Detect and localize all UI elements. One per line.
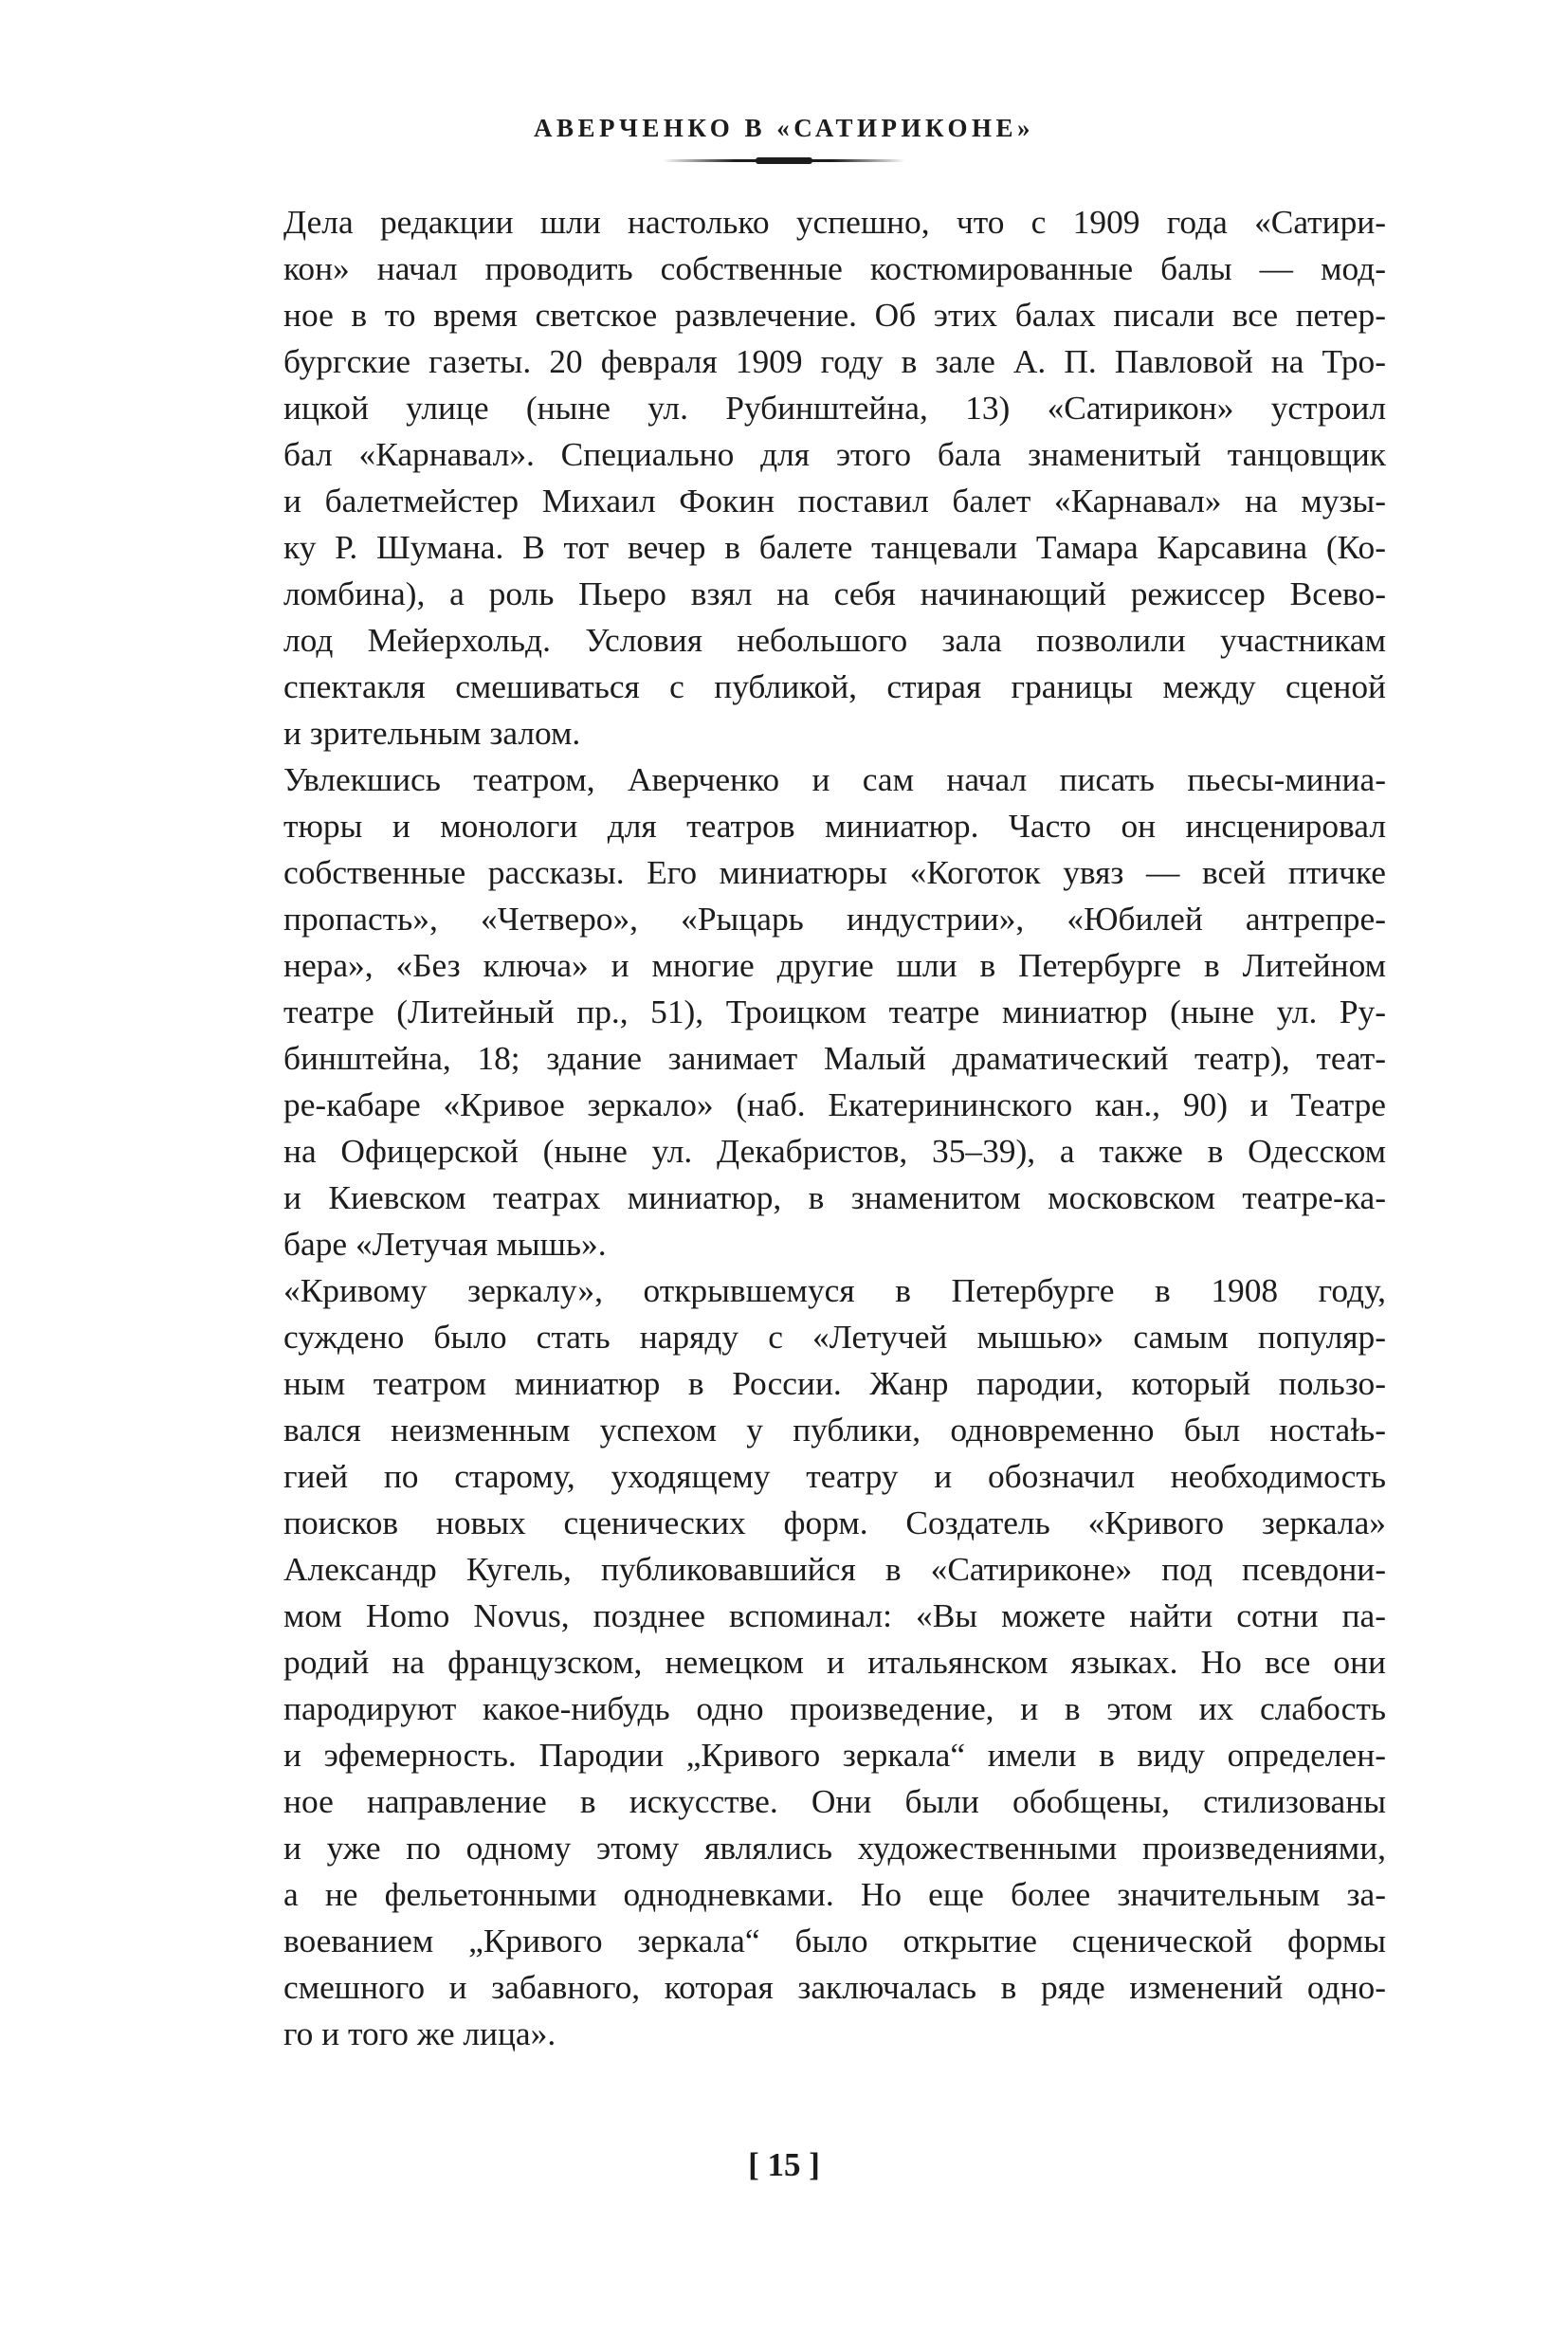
text-line: родий на французском, немецком и итальянском языках. Но все они (283, 1643, 1386, 1681)
text-line: и Киевском театрах миниатюр, в знаменитом московском театре-ка- (283, 1178, 1386, 1216)
text-line: воеванием „Кривого зеркала“ было открытие сценической формы (283, 1922, 1386, 1959)
text-line: вался неизменным успехом у публики, одновременно был ностаɫь- (283, 1411, 1386, 1449)
text-line: кон» начал проводить собственные костюмированные балы — мод- (283, 249, 1386, 287)
text-line: театре (Литейный пр., 51), Троицком театре миниатюр (ныне ул. Ру- (283, 993, 1386, 1030)
paragraph (234, 199, 1386, 756)
text-line: поисков новых сценических форм. Создатель «Кривого зеркала» (283, 1504, 1386, 1541)
text-line: Увлекшись театром, Аверченко и сам начал писать пьесы-миниа- (283, 760, 1386, 798)
text-line: ломбина), а роль Пьеро взял на себя начинающий режиссер Всево- (283, 574, 1386, 612)
paragraph (234, 1267, 1386, 2057)
text-line: спектакля смешиваться с публикой, стирая границы между сценой (283, 667, 1386, 705)
body-text (234, 199, 1386, 2057)
text-line: го и того же лица». (283, 2014, 556, 2052)
text-line: бал «Карнавал». Специально для этого бала знаменитый танцовщик (283, 435, 1386, 473)
text-line: ным театром миниатюр в России. Жанр пародии, который пользо- (283, 1364, 1386, 1402)
text-line: бургские газеты. 20 февраля 1909 году в зале А. П. Павловой на Тро- (283, 342, 1386, 380)
text-line: нера», «Без ключа» и многие другие шли в Петербурге в Литейном (283, 946, 1386, 984)
text-line: смешного и забавного, которая заключалась в ряде изменений одно- (283, 1968, 1386, 2006)
text-line: пропасть», «Четверо», «Рыцарь индустрии», «Юбилей антрепре- (283, 900, 1386, 938)
text-line: а не фельетонными однодневками. Но еще более значительным за- (283, 1875, 1386, 1913)
text-line: гией по старому, уходящему театру и обозначил необходимость (283, 1457, 1386, 1495)
text-line: лод Мейерхольд. Условия небольшого зала позволили участникам (283, 621, 1386, 659)
text-line: ку Р. Шумана. В тот вечер в балете танцевали Тамара Карсавина (Ко- (283, 528, 1386, 566)
text-line: тюры и монологи для театров миниатюр. Часто он инсценировал (283, 807, 1386, 845)
text-line: и зрительным залом. (283, 714, 581, 752)
text-line: ное направление в искусстве. Они были обобщены, стилизованы (283, 1782, 1386, 1820)
text-line: собственные рассказы. Его миниатюры «Коготок увяз — всей птичке (283, 853, 1386, 891)
text-line: бинштейна, 18; здание занимает Малый драматический театр), теат- (283, 1039, 1386, 1077)
text-line: и эфемерность. Пародии „Кривого зеркала“ имели в виду определен- (283, 1736, 1386, 1774)
page-number: [ 15 ] (748, 2146, 820, 2183)
text-line: ре-кабаре «Кривое зеркало» (наб. Екатерининского кан., 90) и Театре (283, 1085, 1386, 1123)
text-line: и балетмейстер Михаил Фокин поставил балет «Карнавал» на музы- (283, 482, 1386, 519)
paragraph (234, 756, 1386, 1267)
text-line: пародируют какое-нибудь одно произведение, и в этом их слабость (283, 1689, 1386, 1727)
header-ornament-rule (663, 159, 905, 162)
text-line: Дела редакции шли настолько успешно, что с 1909 года «Сатири- (283, 203, 1386, 241)
text-line: мом Homo Novus, позднее вспоминал: «Вы можете найти сотни па- (283, 1596, 1386, 1634)
running-head: АВЕРЧЕНКО В «САТИРИКОНЕ» (534, 114, 1034, 142)
text-line: и уже по одному этому являлись художественными произведениями, (283, 1829, 1386, 1867)
text-line: баре «Летучая мышь». (283, 1225, 607, 1263)
text-line: ное в то время светское развлечение. Об этих балах писали все петер- (283, 296, 1386, 334)
text-line: на Офицерской (ныне ул. Декабристов, 35–39), а также в Одесском (283, 1132, 1386, 1170)
text-line: Александр Кугель, публиковавшийся в «Сатириконе» под псевдони- (283, 1550, 1386, 1588)
text-line: ицкой улице (ныне ул. Рубинштейна, 13) «Сатирикон» устроил (283, 389, 1386, 427)
text-line: «Кривому зеркалу», открывшемуся в Петербурге в 1908 году, (283, 1271, 1386, 1309)
text-line: суждено было стать наряду с «Летучей мышью» самым популяр- (283, 1318, 1386, 1356)
